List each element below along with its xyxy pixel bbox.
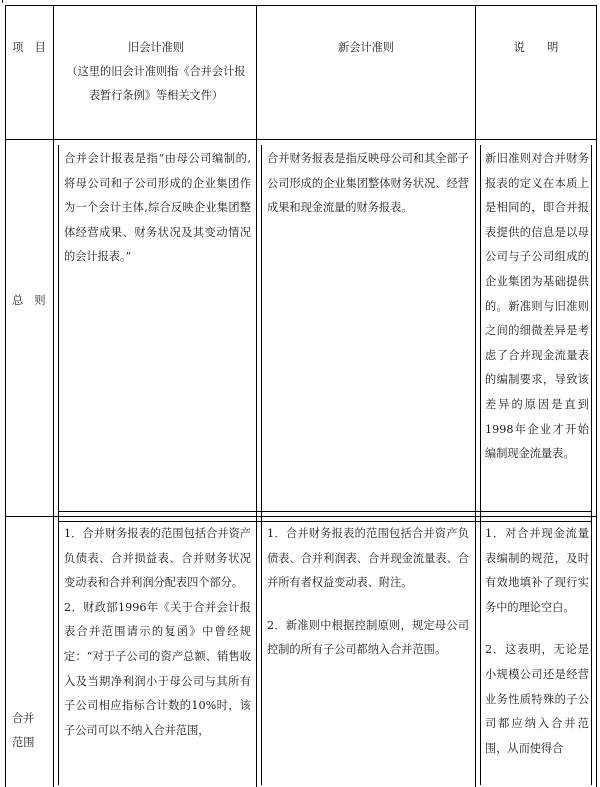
inner-line-explain-right <box>591 145 592 785</box>
corner-mark <box>2 0 6 3</box>
row-scope-new-point-1: 1．合并财务报表的范围包括合并资产负债表、合并利润表、合并现金流量表、合并所有者权益变动表、附注。 <box>267 527 469 590</box>
header-new-standard <box>262 36 470 60</box>
row-scope-label <box>12 707 52 755</box>
row-general-item: 总 则 <box>12 294 46 307</box>
header-old-title: 旧会计准则 <box>128 41 184 54</box>
header-item-label: 项 目 <box>12 41 46 54</box>
spacer <box>485 620 589 638</box>
row-general-old-text: 合并会计报表是指“由母公司编制的,将母公司和子公司形成的企业集团作为一个会计主体,综合反映企业集团整体经营成果、财务状况及其变动情况的会计报表。” <box>64 152 251 264</box>
row-general-old <box>64 147 251 270</box>
row-scope-old <box>64 522 251 743</box>
header-old-note: （这里的旧会计准则指《合并会计报表暂行条例》等相关文件） <box>66 65 246 102</box>
table-left-border <box>5 5 6 787</box>
header-old-standard <box>62 36 250 108</box>
row-scope-new-point-2: 2．新准则中根据控制原则，规定母公司控制的所有子公司都纳入合并范围。 <box>267 618 469 657</box>
row-scope-old-point-2: 2．财政部1996年《关于合并会计报表合并范围请示的复函》中曾经规定：“对于子公司的资产总额、销售收入及当期净利润小于母公司与其所有子公司相应指标合计数的10%时，该子公司可以不纳入合并范围， <box>64 600 251 737</box>
row-general-new <box>267 147 469 221</box>
row-general-explain <box>485 147 589 467</box>
header-explain <box>480 36 592 60</box>
row-scope-item-line2: 范围 <box>12 736 35 749</box>
row-scope-explain-point-1: 1．对合并现金流量表编制的规范，及时有效地填补了现行实务中的理论空白。 <box>485 527 589 614</box>
table-top-border <box>5 5 597 6</box>
header-new-title: 新会计准则 <box>338 41 394 54</box>
col-divider-2 <box>256 5 257 787</box>
col-divider-3 <box>475 5 476 787</box>
row-divider-header <box>5 139 597 140</box>
header-explain-title: 说 明 <box>513 41 559 54</box>
col-divider-1 <box>53 5 54 787</box>
row-scope-explain-point-2: 2．这表明，无论是小规模公司还是经营业务性质特殊的子公司都应纳入合并范围，从而使得合 <box>485 643 589 755</box>
header-item <box>5 36 53 60</box>
inner-line-new <box>261 145 262 785</box>
row-general-explain-text: 新旧准则对合并财务报表的定义在本质上是相同的，即合并报表提供的信息是以母公司与子公司组成的企业集团为基础提供的。新准则与旧准则之间的细微差异是考虑了合并现金流量表的编制要求，导致该差异的原因是直到1998年企业才开始编制现金流量表。 <box>485 152 589 461</box>
row-scope-item-line1: 合并 <box>12 712 35 725</box>
table-right-border <box>596 5 597 787</box>
inner-line-explain-left <box>480 145 481 785</box>
row-general-new-text: 合并财务报表是指反映母公司和其全部子公司形成的企业集团整体财务状况、经营成果和现金流量的财务报表。 <box>267 152 469 215</box>
row-divider-general <box>5 516 597 517</box>
inner-line-row1-bottom <box>58 511 592 512</box>
inner-line-old <box>58 145 59 785</box>
row-general-label <box>12 289 52 313</box>
row-scope-explain <box>485 522 589 761</box>
spacer <box>267 596 469 614</box>
row-scope-old-point-1: 1．合并财务报表的范围包括合并资产负债表、合并损益表、合并财务状况变动表和合并利润分配表四个部分。 <box>64 527 251 590</box>
row-scope-new <box>267 522 469 663</box>
